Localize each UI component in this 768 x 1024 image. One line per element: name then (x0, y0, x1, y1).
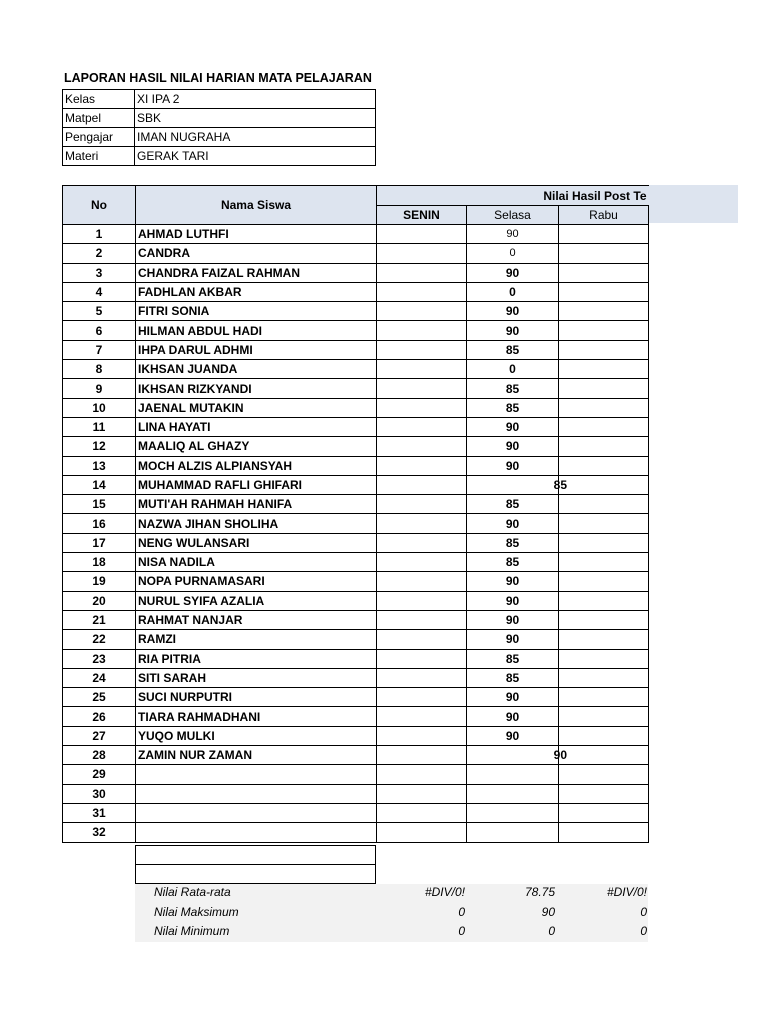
table-row (63, 456, 649, 475)
score-rabu (559, 225, 649, 244)
score-senin (377, 244, 467, 263)
student-name: CHANDRA FAIZAL RAHMAN (136, 263, 377, 282)
score-senin (377, 668, 467, 687)
row-number: 12 (63, 437, 136, 456)
row-number: 3 (63, 263, 136, 282)
table-row (63, 803, 649, 822)
student-name: TIARA RAHMADHANI (136, 707, 377, 726)
score-senin (377, 591, 467, 610)
score-rabu (559, 360, 649, 379)
row-number: 19 (63, 572, 136, 591)
info-value: XI IPA 2 (135, 90, 376, 109)
empty-row (136, 865, 376, 884)
student-name: AHMAD LUTHFI (136, 225, 377, 244)
score-senin (377, 572, 467, 591)
table-row (63, 360, 649, 379)
score-selasa: 90 (467, 514, 559, 533)
score-selasa: 0 (467, 282, 559, 301)
row-number: 22 (63, 630, 136, 649)
score-rabu (559, 630, 649, 649)
score-senin (377, 360, 467, 379)
score-selasa (467, 823, 559, 842)
table-row (63, 417, 649, 436)
table-row (63, 668, 649, 687)
score-rabu (559, 321, 649, 340)
score-senin (377, 803, 467, 822)
row-number: 26 (63, 707, 136, 726)
student-name: NOPA PURNAMASARI (136, 572, 377, 591)
score-rabu (559, 495, 649, 514)
score-rabu (559, 398, 649, 417)
col-header-no: No (63, 186, 136, 225)
score-selasa: 85 (467, 668, 559, 687)
score-selasa-value: 90 (553, 748, 567, 763)
table-row (63, 225, 649, 244)
score-senin (377, 630, 467, 649)
table-row (63, 572, 649, 591)
score-senin (377, 475, 467, 494)
score-senin (377, 610, 467, 629)
score-senin (377, 765, 467, 784)
score-selasa: 90 (467, 263, 559, 282)
student-name: RAHMAT NANJAR (136, 610, 377, 629)
student-name: MOCH ALZIS ALPIANSYAH (136, 456, 377, 475)
summary-label: Nilai Maksimum (154, 904, 239, 919)
row-number: 32 (63, 823, 136, 842)
info-row-pengajar (63, 128, 376, 147)
score-selasa: 85 (467, 533, 559, 552)
score-rabu (559, 784, 649, 803)
score-senin (377, 746, 467, 765)
student-name: YUQO MULKI (136, 726, 377, 745)
grades-table-body (63, 225, 649, 843)
score-rabu (559, 379, 649, 398)
score-selasa (467, 784, 559, 803)
info-table (62, 89, 376, 166)
score-selasa: 85 (467, 398, 559, 417)
table-row (63, 263, 649, 282)
score-selasa: 85 (467, 495, 559, 514)
row-number: 21 (63, 610, 136, 629)
col-header-senin: SENIN (377, 206, 467, 225)
score-rabu (559, 417, 649, 436)
score-selasa (467, 803, 559, 822)
score-selasa: 90 (467, 707, 559, 726)
score-rabu (559, 263, 649, 282)
table-row (63, 649, 649, 668)
score-rabu (559, 572, 649, 591)
score-senin (377, 456, 467, 475)
score-selasa: 90 (467, 610, 559, 629)
info-label: Pengajar (63, 128, 135, 147)
score-rabu (559, 668, 649, 687)
table-row (63, 533, 649, 552)
info-value: IMAN NUGRAHA (135, 128, 376, 147)
table-row (63, 321, 649, 340)
row-number: 1 (63, 225, 136, 244)
col-header-post-test: Nilai Hasil Post Te (377, 186, 649, 206)
summary-rabu: #DIV/0! (606, 885, 647, 899)
student-name: RAMZI (136, 630, 377, 649)
row-number: 14 (63, 475, 136, 494)
score-senin (377, 417, 467, 436)
row-number: 10 (63, 398, 136, 417)
table-row (63, 746, 649, 765)
info-value: SBK (135, 109, 376, 128)
score-rabu (559, 475, 649, 494)
row-number: 4 (63, 282, 136, 301)
score-senin (377, 225, 467, 244)
score-selasa: 85 (467, 379, 559, 398)
student-name: FITRI SONIA (136, 302, 377, 321)
table-row (63, 707, 649, 726)
grades-table (62, 185, 649, 843)
score-senin (377, 784, 467, 803)
col-header-name: Nama Siswa (136, 186, 377, 225)
score-senin (377, 282, 467, 301)
score-selasa: 90 (467, 321, 559, 340)
student-name: LINA HAYATI (136, 417, 377, 436)
summary-senin: #DIV/0! (424, 885, 465, 899)
score-selasa: 85 (467, 553, 559, 572)
report-title: LAPORAN HASIL NILAI HARIAN MATA PELAJARAN (64, 71, 372, 85)
student-name: MUHAMMAD RAFLI GHIFARI (136, 475, 377, 494)
score-senin (377, 379, 467, 398)
score-selasa: 85 (467, 649, 559, 668)
score-senin (377, 553, 467, 572)
score-senin (377, 533, 467, 552)
score-rabu (559, 514, 649, 533)
info-row-kelas (63, 90, 376, 109)
score-senin (377, 823, 467, 842)
student-name: MAALIQ AL GHAZY (136, 437, 377, 456)
info-row-matpel (63, 109, 376, 128)
table-row (63, 784, 649, 803)
score-selasa: 0 (467, 244, 559, 263)
student-name (136, 803, 377, 822)
student-name: IKHSAN JUANDA (136, 360, 377, 379)
score-selasa (467, 746, 567, 765)
score-selasa: 90 (467, 456, 559, 475)
row-number: 15 (63, 495, 136, 514)
score-senin (377, 649, 467, 668)
score-rabu (559, 244, 649, 263)
score-selasa: 90 (467, 572, 559, 591)
score-senin (377, 437, 467, 456)
empty-cell (136, 865, 376, 884)
student-name: RIA PITRIA (136, 649, 377, 668)
summary-row-max (135, 904, 648, 923)
row-number: 27 (63, 726, 136, 745)
score-senin (377, 398, 467, 417)
row-number: 13 (63, 456, 136, 475)
student-name: CANDRA (136, 244, 377, 263)
summary-row-average (135, 884, 648, 903)
table-row (63, 765, 649, 784)
score-rabu (559, 765, 649, 784)
score-senin (377, 495, 467, 514)
score-selasa: 90 (467, 688, 559, 707)
table-row (63, 823, 649, 842)
summary-selasa: 90 (541, 904, 555, 919)
table-row (63, 475, 649, 494)
score-selasa: 90 (467, 437, 559, 456)
score-selasa-value: 85 (553, 478, 567, 492)
row-number: 20 (63, 591, 136, 610)
table-row (63, 340, 649, 359)
summary-block (135, 884, 648, 942)
score-rabu (559, 746, 649, 765)
table-row (63, 688, 649, 707)
student-name: NENG WULANSARI (136, 533, 377, 552)
score-selasa: 90 (467, 591, 559, 610)
score-rabu (559, 649, 649, 668)
score-rabu (559, 302, 649, 321)
student-name: FADHLAN AKBAR (136, 282, 377, 301)
score-rabu (559, 437, 649, 456)
summary-rabu: 0 (640, 904, 647, 919)
table-row (63, 553, 649, 572)
student-name: SITI SARAH (136, 668, 377, 687)
score-selasa: 0 (467, 360, 559, 379)
row-number: 31 (63, 803, 136, 822)
table-row (63, 514, 649, 533)
empty-cell (136, 846, 376, 865)
student-name: IKHSAN RIZKYANDI (136, 379, 377, 398)
table-row (63, 379, 649, 398)
student-name: SUCI NURPUTRI (136, 688, 377, 707)
info-label: Matpel (63, 109, 135, 128)
empty-name-cells (135, 845, 376, 884)
row-number: 25 (63, 688, 136, 707)
score-selasa: 90 (467, 225, 559, 244)
table-row (63, 591, 649, 610)
score-rabu (559, 456, 649, 475)
table-row (63, 495, 649, 514)
info-row-materi (63, 147, 376, 166)
row-number: 11 (63, 417, 136, 436)
info-label: Kelas (63, 90, 135, 109)
score-senin (377, 514, 467, 533)
score-senin (377, 726, 467, 745)
student-name: HILMAN ABDUL HADI (136, 321, 377, 340)
score-selasa: 90 (467, 630, 559, 649)
row-number: 5 (63, 302, 136, 321)
score-rabu (559, 688, 649, 707)
score-rabu (559, 340, 649, 359)
score-senin (377, 302, 467, 321)
row-number: 29 (63, 765, 136, 784)
student-name (136, 784, 377, 803)
empty-row (136, 846, 376, 865)
row-number: 2 (63, 244, 136, 263)
col-header-selasa: Selasa (467, 206, 559, 225)
score-senin (377, 688, 467, 707)
row-number: 30 (63, 784, 136, 803)
summary-rabu: 0 (640, 924, 647, 938)
score-rabu (559, 823, 649, 842)
student-name (136, 823, 377, 842)
table-row (63, 282, 649, 301)
summary-label: Nilai Rata-rata (154, 885, 231, 899)
table-row (63, 610, 649, 629)
row-number: 18 (63, 553, 136, 572)
student-name: JAENAL MUTAKIN (136, 398, 377, 417)
table-row (63, 630, 649, 649)
row-number: 28 (63, 746, 136, 765)
table-row (63, 726, 649, 745)
summary-senin: 0 (458, 924, 465, 938)
row-number: 9 (63, 379, 136, 398)
summary-row-min (135, 923, 648, 942)
score-rabu (559, 591, 649, 610)
summary-selasa: 78.75 (524, 885, 555, 899)
summary-senin: 0 (458, 904, 465, 919)
score-senin (377, 263, 467, 282)
table-row (63, 398, 649, 417)
score-rabu (559, 282, 649, 301)
col-header-rabu: Rabu (559, 206, 649, 225)
student-name: NURUL SYIFA AZALIA (136, 591, 377, 610)
score-senin (377, 707, 467, 726)
score-selasa: 90 (467, 302, 559, 321)
row-number: 8 (63, 360, 136, 379)
student-name: NAZWA JIHAN SHOLIHA (136, 514, 377, 533)
row-number: 7 (63, 340, 136, 359)
student-name: IHPA DARUL ADHMI (136, 340, 377, 359)
row-number: 6 (63, 321, 136, 340)
summary-label: Nilai Minimum (154, 924, 230, 938)
score-senin (377, 340, 467, 359)
info-value: GERAK TARI (135, 147, 376, 166)
table-row (63, 244, 649, 263)
student-name: ZAMIN NUR ZAMAN (136, 746, 377, 765)
score-rabu (559, 553, 649, 572)
score-rabu (559, 533, 649, 552)
student-name: MUTI'AH RAHMAH HANIFA (136, 495, 377, 514)
info-label: Materi (63, 147, 135, 166)
score-selasa (467, 475, 567, 494)
table-row (63, 437, 649, 456)
score-rabu (559, 803, 649, 822)
summary-selasa: 0 (548, 924, 555, 938)
row-number: 23 (63, 649, 136, 668)
header-row-top (63, 186, 649, 206)
score-selasa: 90 (467, 726, 559, 745)
score-rabu (559, 707, 649, 726)
score-selasa: 90 (467, 417, 559, 436)
row-number: 24 (63, 668, 136, 687)
score-selasa (467, 765, 559, 784)
student-name (136, 765, 377, 784)
score-selasa: 85 (467, 340, 559, 359)
score-rabu (559, 726, 649, 745)
score-rabu (559, 610, 649, 629)
table-row (63, 302, 649, 321)
student-name: NISA NADILA (136, 553, 377, 572)
row-number: 17 (63, 533, 136, 552)
row-number: 16 (63, 514, 136, 533)
score-senin (377, 321, 467, 340)
